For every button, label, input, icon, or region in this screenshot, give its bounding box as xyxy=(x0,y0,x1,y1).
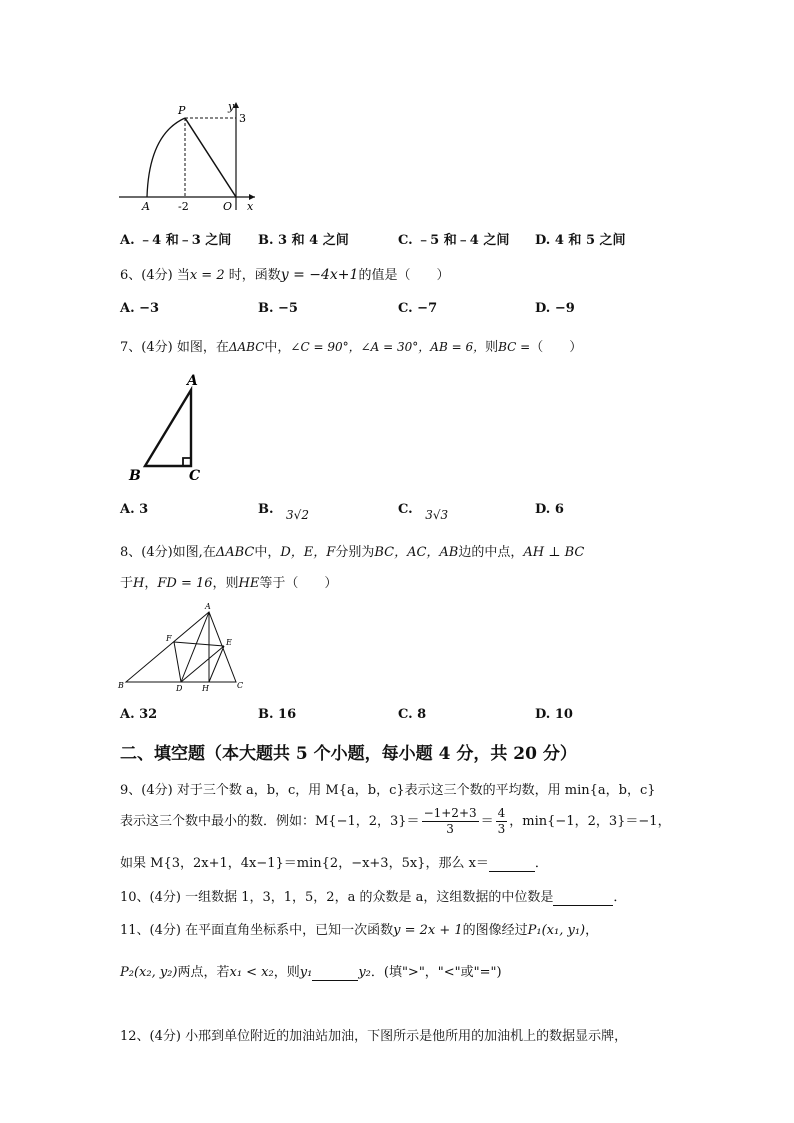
q7-option-c-value: 3√3 xyxy=(425,508,449,522)
q11-p2: P₂(x₂, y₂) xyxy=(120,965,178,980)
q8-figure xyxy=(116,600,251,695)
label-a: A xyxy=(142,200,150,213)
label-a: A xyxy=(187,373,198,389)
arc-pa xyxy=(147,118,185,197)
q11-prefix: 11、(4分) 在平面直角坐标系中，已知一次函数 xyxy=(120,923,394,938)
q8-h: H xyxy=(133,576,145,591)
q11-mid: 的图像经过 xyxy=(462,923,528,938)
q11-line2-mid2: ，则 xyxy=(273,965,300,980)
q8-option-d[interactable]: D. 10 xyxy=(535,707,573,722)
q7-figure xyxy=(125,368,215,484)
q9-line1: 9、(4分) 对于三个数 a，b，c，用 M{a，b，c}表示这三个数的平均数，用 min{a，b，c} xyxy=(120,783,656,798)
q6-x-eq: x = 2 xyxy=(189,268,225,283)
q7-mid: 中， xyxy=(264,340,291,355)
q6-option-c[interactable]: C. −7 xyxy=(398,301,438,316)
q9-line3-suffix: ． xyxy=(534,856,548,871)
q11-end: ， xyxy=(585,923,599,938)
q8-points: D，E，F xyxy=(280,545,336,560)
q9-eq: ＝ xyxy=(480,814,494,829)
q10-stem xyxy=(120,886,626,906)
q7-option-c-label: C. xyxy=(398,502,413,517)
q7-angle-c: ∠C = 90°， xyxy=(290,340,361,354)
q8-option-c[interactable]: C. 8 xyxy=(398,707,427,722)
q9-line3 xyxy=(120,852,548,872)
q6-option-d[interactable]: D. −9 xyxy=(535,301,575,316)
q5-option-a[interactable]: A. ﹣4 和﹣3 之间 xyxy=(120,233,232,248)
q8-line2-mid: ， xyxy=(144,576,158,591)
label-d: D xyxy=(176,684,183,693)
q8-sides: BC，AC，AB xyxy=(374,545,459,560)
segment-fe xyxy=(174,642,224,646)
q7-ab: AB = 6， xyxy=(430,340,486,354)
q5-figure xyxy=(115,98,265,214)
q8-fd: FD = 16 xyxy=(157,576,213,591)
q11-y2: y₂ xyxy=(358,965,371,980)
q9-answer-blank[interactable] xyxy=(489,856,535,872)
q8-option-b[interactable]: B. 16 xyxy=(258,707,297,722)
q9-line2-prefix: 表示这三个数中最小的数．例如：M{−1，2，3}＝ xyxy=(120,814,420,829)
q11-line1 xyxy=(120,919,598,938)
q11-y1: y₁ xyxy=(299,965,313,980)
q7-option-b-label: B. xyxy=(258,502,274,517)
q11-line2-suffix: ．(填">"，"<"或"=") xyxy=(370,965,502,980)
q7-paren: （ ） xyxy=(530,340,583,355)
q8-line2-prefix: 于 xyxy=(120,576,134,591)
q7-prefix: 7、(4分) 如图，在 xyxy=(120,340,229,355)
q9-fraction-1 xyxy=(422,806,479,837)
label-neg2: -2 xyxy=(178,200,189,213)
label-c: C xyxy=(189,468,201,484)
q11-line2-mid: 两点，若 xyxy=(177,965,230,980)
q7-option-a[interactable]: A. 3 xyxy=(120,502,149,517)
q9-line2-suffix: ，min{−1，2，3}＝−1， xyxy=(509,814,671,829)
q7-stem xyxy=(120,336,582,355)
q8-ah: AH ⊥ BC xyxy=(523,545,585,560)
label-y: y xyxy=(228,100,235,113)
q7-option-b-value: 3√2 xyxy=(286,508,309,522)
q8-triangle: ΔABC xyxy=(215,545,255,560)
q6-mid: 时，函数 xyxy=(224,268,281,283)
q9-line2 xyxy=(120,806,671,837)
label-a: A xyxy=(205,602,211,611)
q8-stem-line2 xyxy=(120,572,337,591)
label-o: O xyxy=(223,200,233,213)
q7-triangle: ΔABC xyxy=(228,340,265,354)
section-2-heading: 二、填空题（本大题共 5 个小题，每小题 4 分，共 20 分） xyxy=(120,744,577,764)
label-f: F xyxy=(166,634,172,643)
q8-he: HE xyxy=(238,576,260,591)
q10-answer-blank[interactable] xyxy=(553,890,613,906)
label-h: H xyxy=(202,684,209,693)
q9-frac1-den: 3 xyxy=(446,822,454,836)
q7-option-c[interactable] xyxy=(398,502,449,522)
q7-bc: BC = xyxy=(498,340,531,354)
q11-condition: x₁ < x₂ xyxy=(229,965,274,980)
q9-line3-prefix: 如果 M{3，2x+1，4x−1}＝min{2，−x+3，5x}，那么 x＝ xyxy=(120,856,489,871)
q9-frac1-num: −1+2+3 xyxy=(423,806,477,820)
q8-prefix: 8、(4分)如图,在 xyxy=(120,545,216,560)
q6-option-a[interactable]: A. −3 xyxy=(120,301,160,316)
q8-stem-line1 xyxy=(120,541,584,560)
segment-de xyxy=(181,646,224,682)
q10-prefix: 10、(4分) 一组数据 1，3，1，5，2，a 的众数是 a，这组数据的中位数是 xyxy=(120,890,554,905)
triangle-abc xyxy=(145,390,191,466)
q7-angle-a: ∠A = 30°， xyxy=(360,340,431,354)
q7-option-d[interactable]: D. 6 xyxy=(535,502,564,517)
q8-line2-mid2: ，则 xyxy=(212,576,239,591)
q8-line2-suffix: 等于（ ） xyxy=(259,576,338,591)
q8-mid3: 边的中点， xyxy=(458,545,524,560)
q8-option-a[interactable]: A. 32 xyxy=(120,707,158,722)
q12-stem: 12、(4分) 小邢到单位附近的加油站加油，下图所示是他所用的加油机上的数据显示牌， xyxy=(120,1029,628,1044)
q11-p1: P₁(x₁, y₁) xyxy=(527,923,586,938)
q11-line2 xyxy=(120,961,502,981)
label-e: E xyxy=(226,638,232,647)
q9-fraction-2 xyxy=(496,806,508,837)
label-p: P xyxy=(178,104,186,117)
q8-mid2: 分别为 xyxy=(335,545,375,560)
q10-suffix: ． xyxy=(613,890,627,905)
segment-po xyxy=(185,118,236,197)
q6-prefix: 6、(4分) 当 xyxy=(120,268,190,283)
label-c: C xyxy=(237,681,244,690)
q7-option-b[interactable] xyxy=(258,502,309,522)
q9-frac2-den: 3 xyxy=(497,822,506,836)
q11-answer-blank[interactable] xyxy=(312,965,358,981)
label-b: B xyxy=(129,468,141,484)
q6-function: y = −4x+1 xyxy=(280,267,359,283)
q11-function: y = 2x + 1 xyxy=(393,923,463,938)
q9-frac2-num: 4 xyxy=(497,806,506,820)
segment-he xyxy=(209,646,224,682)
q7-then: 则 xyxy=(485,340,499,355)
segment-fd xyxy=(174,642,181,682)
label-3: 3 xyxy=(239,112,246,125)
q5-option-c[interactable]: C. ﹣5 和﹣4 之间 xyxy=(398,233,510,248)
q6-suffix: 的值是（ ） xyxy=(358,268,450,283)
q5-option-d[interactable]: D. 4 和 5 之间 xyxy=(535,233,626,248)
q8-mid: 中， xyxy=(254,545,281,560)
triangle-abc xyxy=(126,612,236,682)
segment-ad xyxy=(181,612,209,682)
q6-option-b[interactable]: B. −5 xyxy=(258,301,298,316)
q5-option-b[interactable]: B. 3 和 4 之间 xyxy=(258,233,349,248)
label-b: B xyxy=(118,681,124,690)
label-x: x xyxy=(247,200,254,213)
q6-stem xyxy=(120,264,449,283)
